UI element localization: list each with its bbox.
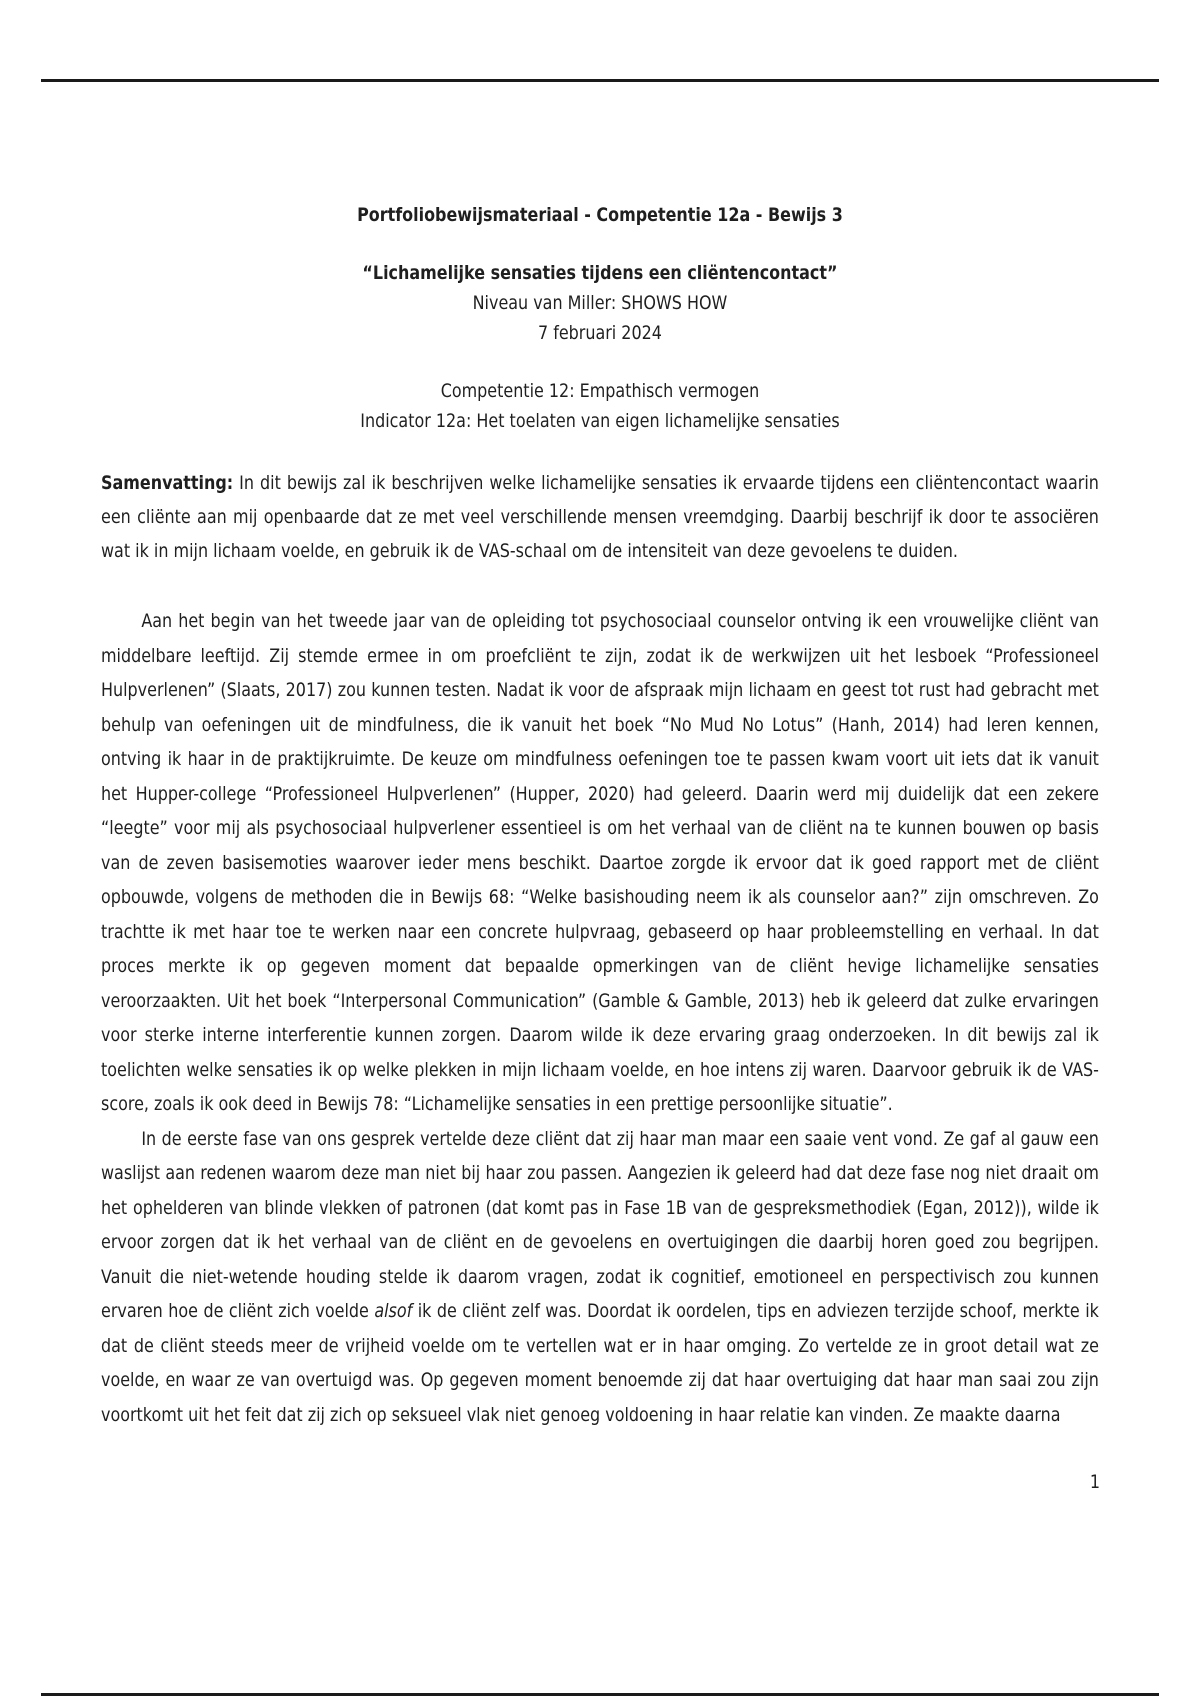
paragraph-2-text-end: ik de cliënt zelf was. Doordat ik oordelen, tips en adviezen terzijde schoof, merkte ik dat de cliënt steeds meer de vrijheid voelde om te vertellen wat er in haar omging. Zo vertelde ze in groot detail wat ze voelde, en waar ze van overtuigd was. Op gegeven moment benoemde zij dat haar overtuiging dat haar man saai zou zijn voortkomt uit het feit dat zij zich op seksueel vlak niet genoeg voldoening in haar relatie kan vinden. Ze maakte daarna xyxy=(101,1300,1099,1426)
paragraph-2-emphasis: alsof xyxy=(374,1300,413,1322)
miller-level: Niveau van Miller: SHOWS HOW xyxy=(472,292,728,314)
paragraph-2-text-start: In de eerste fase van ons gesprek vertelde deze cliënt dat zij haar man maar een saaie vent vond. Ze gaf al gauw een waslijst aan redenen waarom deze man niet bij haar zou passen. Aangezien ik geleerd had dat deze fase nog niet draait om het ophelderen van blinde vlekken of patronen (dat komt pas in Fase 1B van de gespreksmethodiek (Egan, 2012)), wilde ik ervoor zorgen dat ik het verhaal van de cliënt en de gevoelens en overtuigingen die daarbij horen goed zou begrijpen. Vanuit die niet-wetende houding stelde ik daarom vragen, zodat ik cognitief, emotioneel en perspectivisch zou kunnen ervaren hoe de cliënt zich voelde xyxy=(101,1127,1099,1322)
document-body xyxy=(101,200,1099,1432)
document-title: Portfoliobewijsmateriaal - Competentie 12a - Bewijs 3 xyxy=(357,204,843,226)
page-number: 1 xyxy=(1089,1471,1100,1493)
summary-paragraph xyxy=(101,466,1099,568)
document-date: 7 februari 2024 xyxy=(537,322,662,344)
body-paragraph-1: Aan het begin van het tweede jaar van de opleiding tot psychosociaal counselor ontving ik een vrouwelijke cliënt van middelbare leeftijd. Zij stemde ermee in om proefcliënt te zijn, zodat ik de werkwijzen uit het lesboek “Professioneel Hulpverlenen” (Slaats, 2017) zou kunnen testen. Nadat ik voor de afspraak mijn lichaam en geest tot rust had gebracht met behulp van oefeningen uit de mindfulness, die ik vanuit het boek “No Mud No Lotus” (Hanh, 2014) had leren kennen, ontving ik haar in de praktijkruimte. De keuze om mindfulness oefeningen toe te passen kwam voort uit iets dat ik vanuit het Hupper-college “Professioneel Hulpverlenen” (Hupper, 2020) had geleerd. Daarin werd mij duidelijk dat een zekere “leegte” voor mij als psychosociaal hulpverlener essentieel is om het verhaal van de cliënt na te kunnen bouwen op basis van de zeven basisemoties waarover ieder mens beschikt. Daartoe zorgde ik ervoor dat ik goed rapport met de cliënt opbouwde, volgens de methoden die in Bewijs 68: “Welke basishouding neem ik als counselor aan?” zijn omschreven. Zo trachtte ik met haar toe te werken naar een concrete hulpvraag, gebaseerd op haar probleemstelling en verhaal. In dat proces merkte ik op gegeven moment dat bepaalde opmerkingen van de cliënt hevige lichamelijke sensaties veroorzaakten. Uit het boek “Interpersonal Communication” (Gamble & Gamble, 2013) heb ik geleerd dat zulke ervaringen voor sterke interne interferentie kunnen zorgen. Daarom wilde ik deze ervaring graag onderzoeken. In dit bewijs zal ik toelichten welke sensaties ik op welke plekken in mijn lichaam voelde, en hoe intens zij waren. Daarvoor gebruik ik de VAS-score, zoals ik ook deed in Bewijs 78: “Lichamelijke sensaties in een prettige persoonlijke situatie”. xyxy=(101,610,1099,1115)
top-rule xyxy=(41,79,1159,82)
evidence-title: “Lichamelijke sensaties tijdens een cliëntencontact” xyxy=(362,262,838,284)
document-header xyxy=(101,200,1099,436)
bottom-rule xyxy=(41,1693,1159,1696)
body-paragraph-2 xyxy=(101,1122,1099,1433)
summary-label: Samenvatting: xyxy=(101,472,234,494)
indicator-line: Indicator 12a: Het toelaten van eigen lichamelijke sensaties xyxy=(360,410,840,432)
summary-text: In dit bewijs zal ik beschrijven welke lichamelijke sensaties ik ervaarde tijdens een cliëntencontact waarin een cliënte aan mij openbaarde dat ze met veel verschillende mensen vreemdging. Daarbij beschrijf ik door te associëren wat ik in mijn lichaam voelde, en gebruik ik de VAS-schaal om de intensiteit van deze gevoelens te duiden. xyxy=(101,472,1099,562)
competence-line: Competentie 12: Empathisch vermogen xyxy=(440,380,760,402)
header-spacer xyxy=(101,348,1099,376)
